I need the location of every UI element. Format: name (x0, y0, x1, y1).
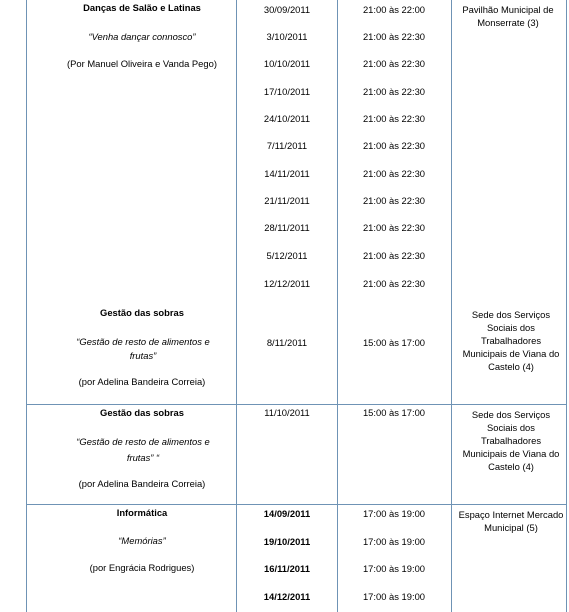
session-time: 21:00 às 22:30 (362, 250, 426, 261)
activity-author: (por Adelina Bandeira Correia) (78, 478, 206, 489)
session-time: 21:00 às 22:30 (362, 222, 426, 233)
row-divider (26, 504, 567, 505)
session-time: 21:00 às 22:30 (362, 278, 426, 289)
activity-author: (Por Manuel Oliveira e Vanda Pego) (67, 58, 217, 69)
session-time: 15:00 às 17:00 (362, 337, 426, 348)
session-time: 21:00 às 22:30 (362, 168, 426, 179)
session-time: 21:00 às 22:00 (362, 4, 426, 15)
session-date: 14/09/2011 (263, 508, 311, 519)
activity-author: (por Engrácia Rodrigues) (89, 562, 195, 573)
session-time: 21:00 às 22:30 (362, 31, 426, 42)
session-date: 10/10/2011 (263, 58, 311, 69)
activity-title: Gestão das sobras (100, 407, 184, 418)
session-date: 17/10/2011 (263, 86, 311, 97)
session-time: 21:00 às 22:30 (362, 113, 426, 124)
session-time: 21:00 às 22:30 (362, 140, 426, 151)
session-date: 5/12/2011 (266, 250, 308, 261)
session-date: 11/10/2011 (264, 407, 310, 418)
session-date: 3/10/2011 (266, 31, 308, 42)
table-border-left (26, 0, 27, 612)
session-date: 8/11/2011 (266, 337, 308, 348)
table-border-date-left (236, 0, 237, 612)
session-location: Sede dos Serviços Sociais dos Trabalhadores Municipais de Viana do Castelo (4) (462, 309, 560, 372)
session-time: 21:00 às 22:30 (362, 195, 426, 206)
activity-subtitle: “Venha dançar connosco” (88, 31, 196, 42)
activity-title: Informática (116, 507, 168, 518)
session-date: 24/10/2011 (263, 113, 311, 124)
session-time: 17:00 às 19:00 (362, 563, 426, 574)
session-date: 14/11/2011 (264, 168, 310, 179)
table-border-location-left (451, 0, 452, 612)
session-location: Sede dos Serviços Sociais dos Trabalhadores Municipais de Viana do Castelo (4) (462, 409, 560, 472)
session-date: 14/12/2011 (263, 591, 311, 602)
table-border-right (566, 0, 567, 612)
session-time: 17:00 às 19:00 (362, 508, 426, 519)
session-time: 21:00 às 22:30 (362, 58, 426, 69)
session-time: 17:00 às 19:00 (362, 591, 426, 602)
activity-author: (por Adelina Bandeira Correia) (78, 376, 206, 387)
activity-subtitle: “Gestão de resto de alimentos e frutas” “ (76, 436, 210, 463)
activity-subtitle: “Memórias” (118, 535, 166, 546)
session-date: 30/09/2011 (263, 4, 311, 15)
row-divider (26, 404, 567, 405)
activity-title: Gestão das sobras (100, 307, 184, 318)
session-date: 12/12/2011 (263, 278, 311, 289)
session-date: 28/11/2011 (264, 222, 310, 233)
session-location: Pavilhão Municipal de Monserrate (3) (462, 4, 554, 28)
session-date: 21/11/2011 (264, 195, 310, 206)
session-date: 7/11/2011 (266, 140, 308, 151)
session-date: 19/10/2011 (263, 536, 311, 547)
session-time: 15:00 às 17:00 (362, 407, 426, 418)
session-date: 16/11/2011 (264, 563, 310, 574)
session-time: 21:00 às 22:30 (362, 86, 426, 97)
activity-subtitle: “Gestão de resto de alimentos e frutas” (76, 336, 210, 361)
activity-title: Danças de Salão e Latinas (83, 2, 201, 13)
session-location: Espaço Internet Mercado Municipal (5) (458, 509, 564, 533)
session-time: 17:00 às 19:00 (362, 536, 426, 547)
